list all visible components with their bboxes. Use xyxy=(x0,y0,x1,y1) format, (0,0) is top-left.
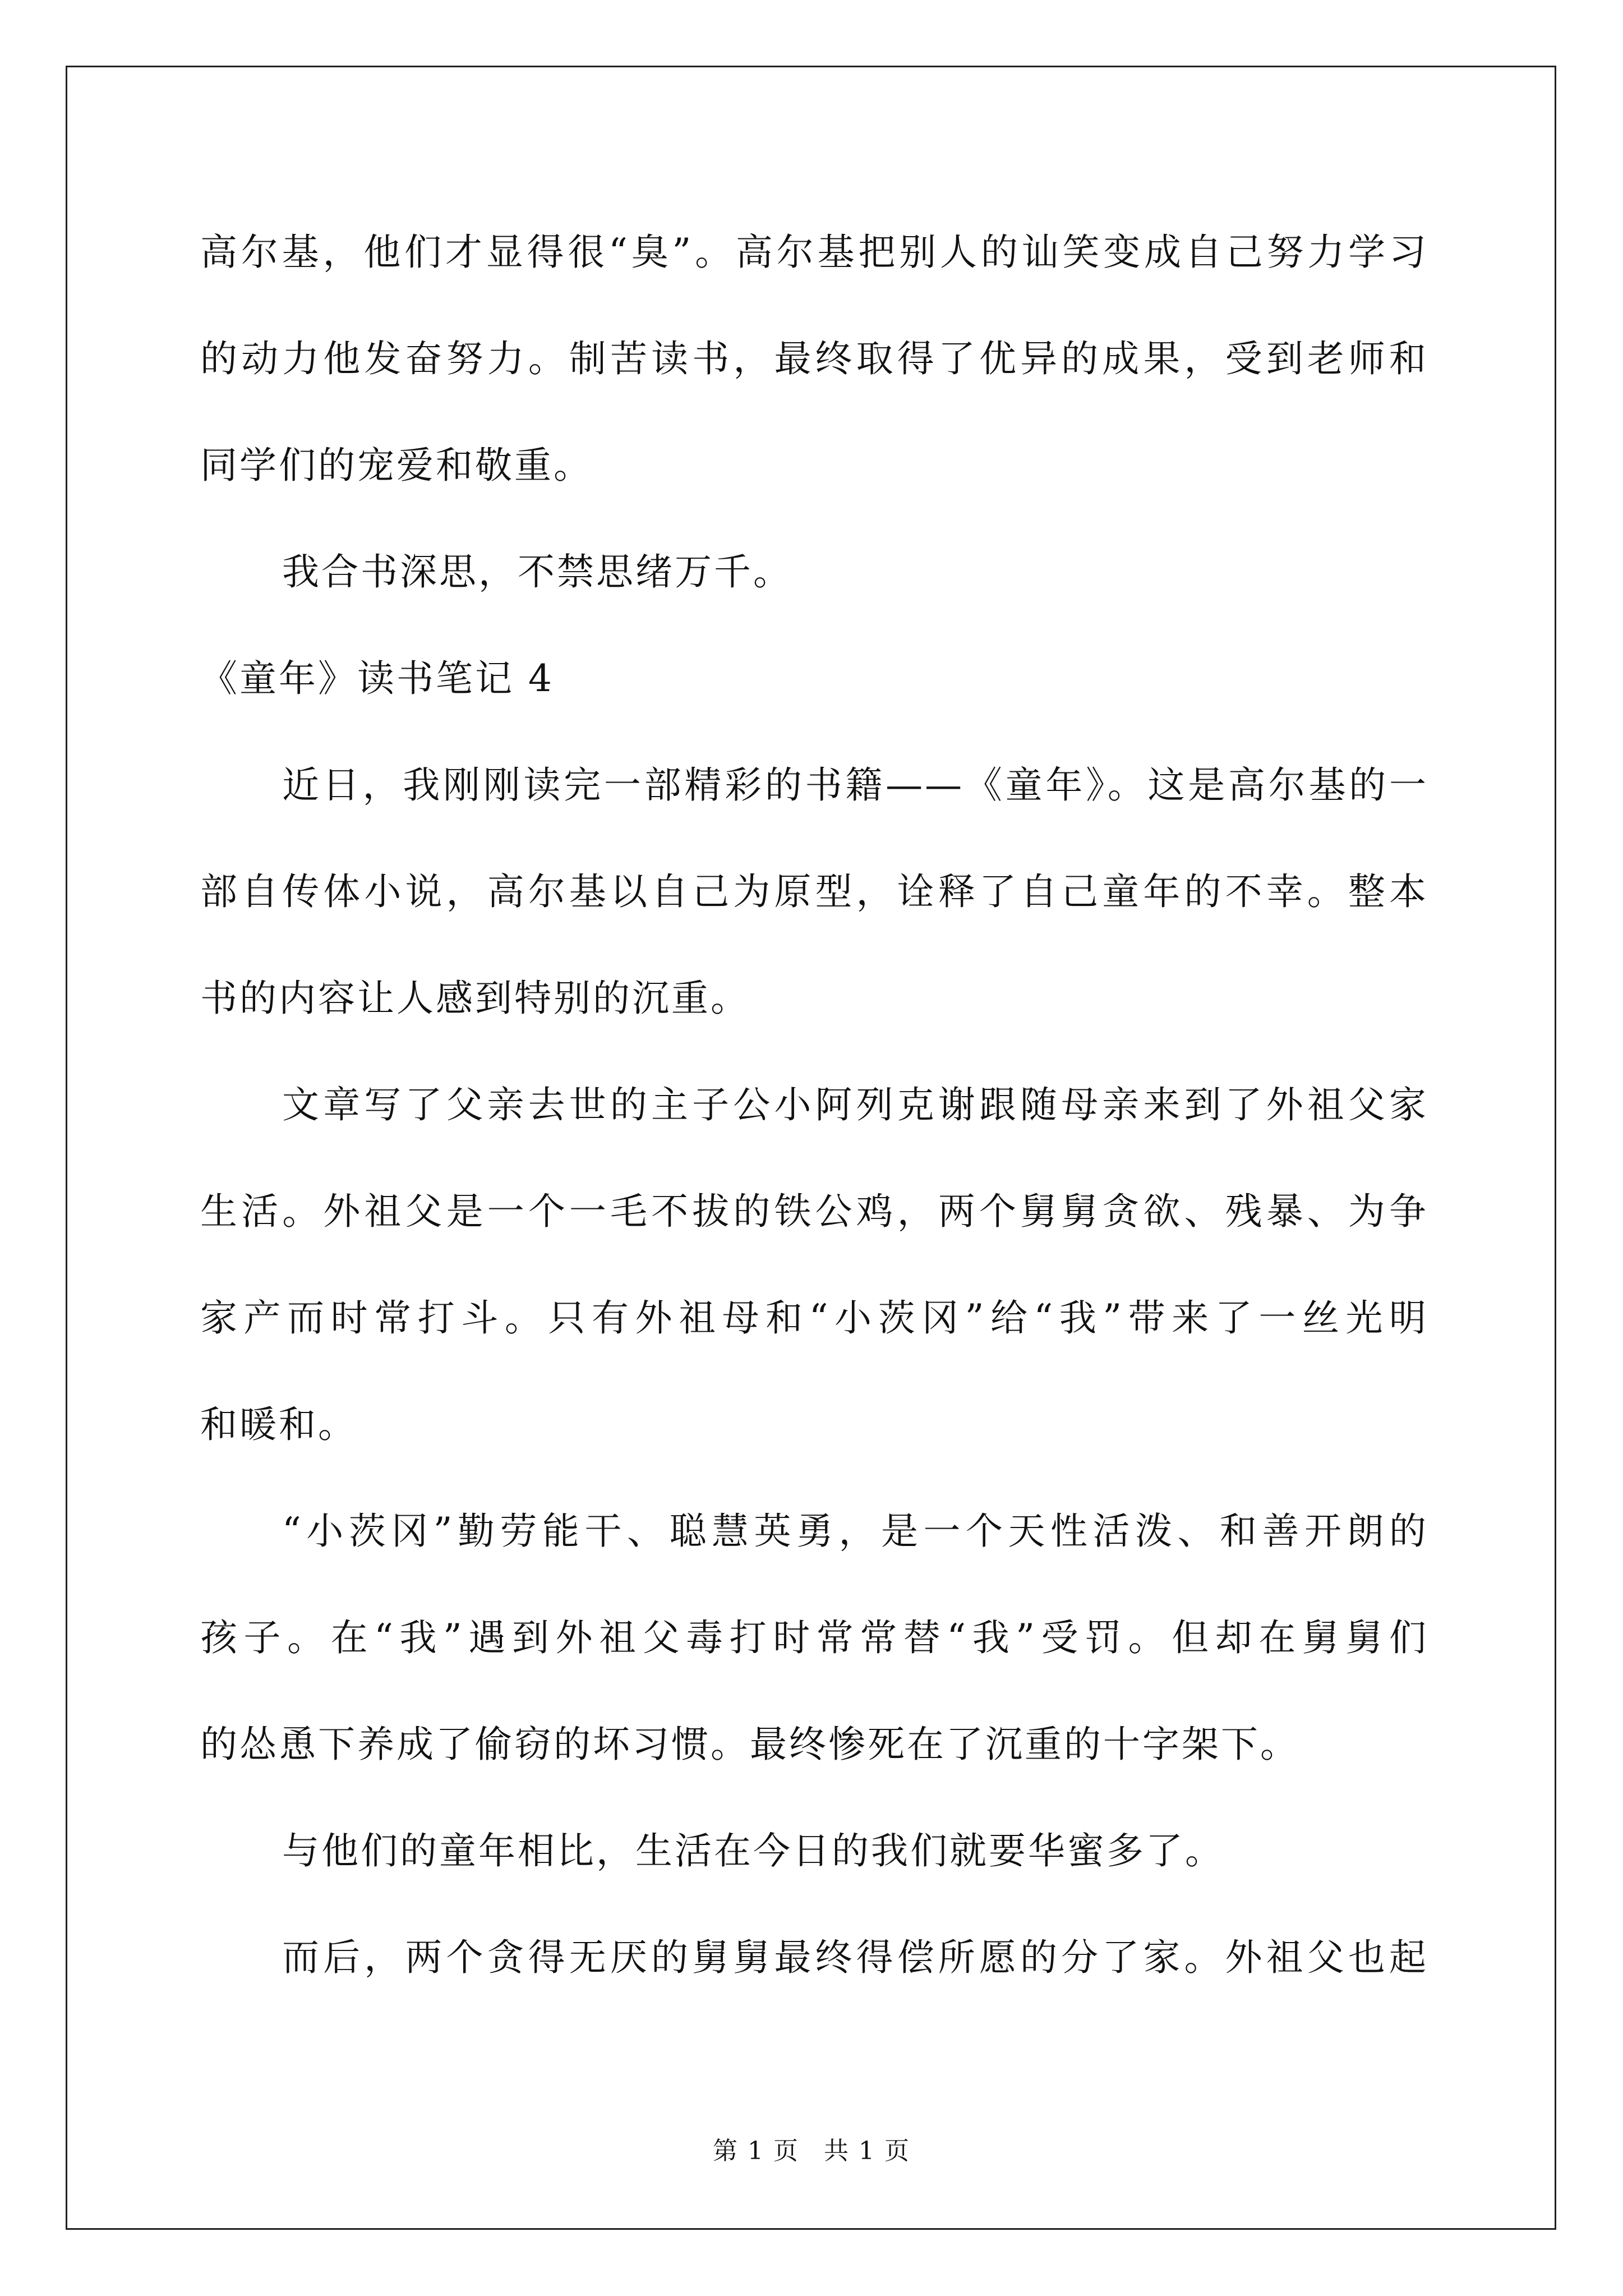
paragraph-line: 我合书深思，不禁思绪万千。 xyxy=(282,550,792,593)
paragraph-line: 同学们的宠爱和敬重。 xyxy=(200,444,593,487)
paragraph-line: 书的内容让人感到特别的沉重。 xyxy=(200,977,750,1020)
section-heading: 《童年》读书笔记 4 xyxy=(200,657,554,700)
paragraph-line: 孩子。在“我”遇到外祖父毒打时常常替“我”受罚。但却在舅舅们 xyxy=(200,1616,1428,1659)
paragraph-line: 近日，我刚刚读完一部精彩的书籍——《童年》。这是高尔基的一 xyxy=(282,763,1428,807)
paragraph-line: 生活。外祖父是一个一毛不拔的铁公鸡，两个舅舅贪欲、残暴、为争 xyxy=(200,1190,1428,1233)
paragraph-line: 文章写了父亲去世的主子公小阿列克谢跟随母亲来到了外祖父家 xyxy=(282,1083,1428,1126)
page-number: 第 1 页 xyxy=(713,2137,799,2165)
paragraph-line: 而后，两个贪得无厌的舅舅最终得偿所愿的分了家。外祖父也起 xyxy=(282,1936,1428,1979)
paragraph-line: 部自传体小说，高尔基以自己为原型，诠释了自己童年的不幸。整本 xyxy=(200,870,1428,913)
paragraph-line: 与他们的童年相比，生活在今日的我们就要华蜜多了。 xyxy=(282,1829,1224,1872)
paragraph-line: 和暖和。 xyxy=(200,1403,357,1446)
paragraph-line: “小茨冈”勤劳能干、聪慧英勇，是一个天性活泼、和善开朗的 xyxy=(282,1510,1428,1553)
page-total: 共 1 页 xyxy=(824,2137,910,2165)
paragraph-line: 家产而时常打斗。只有外祖母和“小茨冈”给“我”带来了一丝光明 xyxy=(200,1296,1428,1340)
page-footer xyxy=(0,2131,1623,2166)
paragraph-line: 高尔基，他们才显得很“臭”。高尔基把别人的讪笑变成自己努力学习 xyxy=(200,231,1428,274)
paragraph-line: 的动力他发奋努力。制苦读书，最终取得了优异的成果，受到老师和 xyxy=(200,337,1428,380)
paragraph-line: 的怂恿下养成了偷窃的坏习惯。最终惨死在了沉重的十字架下。 xyxy=(200,1723,1299,1766)
